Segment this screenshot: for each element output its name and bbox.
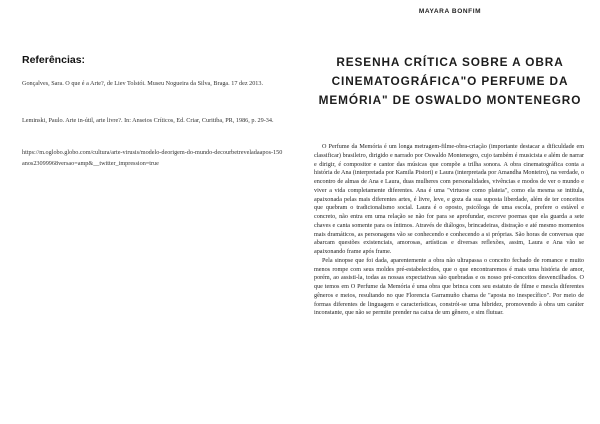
article-body bbox=[314, 143, 584, 318]
reference-item: Leminski, Paulo. Arte in-útil, arte livre?. In: Anseios Críticos, Ed. Criar, Curitiba, PR, 1986, p. 29-34. bbox=[22, 117, 274, 124]
reference-item: Gonçalves, Sara. O que é a Arte?, de Liev Tolstói. Museu Nogueira da Silva, Braga. 17 dez 2013. bbox=[22, 80, 264, 87]
right-page bbox=[300, 0, 600, 424]
references-heading: Referências: bbox=[22, 54, 86, 66]
body-paragraph: O Perfume da Memória é um longa metragem-filme-obra-criação (importante destacar a dificuldade em classificar) brasileiro, dirigido e narrado por Oswaldo Montenegro, cujo também é musicista e além de narrar e dirigir, é compositor e cantor das músicas que compõe a trilha sonora. A obra cinematográfica conta a história de Ana (interpretada por Kamila Pistori) e Laura (interpretada por Amandha Monteiro), na verdade, o encontro de almas de Ana e Laura, duas mulheres com personalidades, vivências e modos de ver o mundo e viver a vida completamente diferentes. Ana é uma "virtuose como plateia", como ela mesma se intitula, apaixonada pelas mais diferentes artes, é livre, leve, e goza da sua suposta liberdade, além de ter conceitos que quebram o tradicionalismo social. Laura é o oposto, psicóloga de uma escola, prefere o estável e concreto, não entra em uma relação se não for para se aprofundar, escreve poemas que ela guarda a sete chaves e canta somente para os íntimos. Através de diálogos, brincadeiras, distração e até mesmo momentos mais dramáticos, as personagens vão se conhecendo e conhecendo a si próprias. São horas de conversas que abarcam questões existenciais, amorosas, artísticas e diversas reflexões, assim, Laura e Ana vão se apaixonando frame após frame. bbox=[314, 144, 584, 255]
running-header-author: MAYARA BONFIM bbox=[418, 8, 482, 15]
reference-link[interactable]: https://m.oglobo.globo.com/cultura/arte-virusis/modelo-deorigem-do-mundo-decourbetreveladaapos-150anos23099968versao=amp&__twitter_impression=true bbox=[22, 149, 283, 167]
article-title: RESENHA CRÍTICA SOBRE A OBRA CINEMATOGRÁFICA"O PERFUME DA MEMÓRIA" DE OSWALDO MONTENEGRO bbox=[318, 55, 582, 107]
body-paragraph: Pela sinopse que foi dada, aparentemente a obra não ultrapassa o conceito fechado de romance e muito menos rompe com seus moldes pré-estabelecidos, que o que encontraremos é mais uma história de amor, porém, ao assisti-la, todas as nossas expectativas são quebradas e os nosso pré-conceitos desvencilhados. O que temos em O Perfume da Memória é uma obra que brinca com seu estatuto de filme e mescla diferentes gêneros e meios, resultando no que Florencia Garramuño chama de "aposta no inespecífico". Por meio de formas diferentes de linguagem e características, constrói-se uma hibridez, promovendo à obra um caráter inconstante, que não se permite prender na caixa de um gênero, e sim flutuar. bbox=[314, 257, 584, 317]
